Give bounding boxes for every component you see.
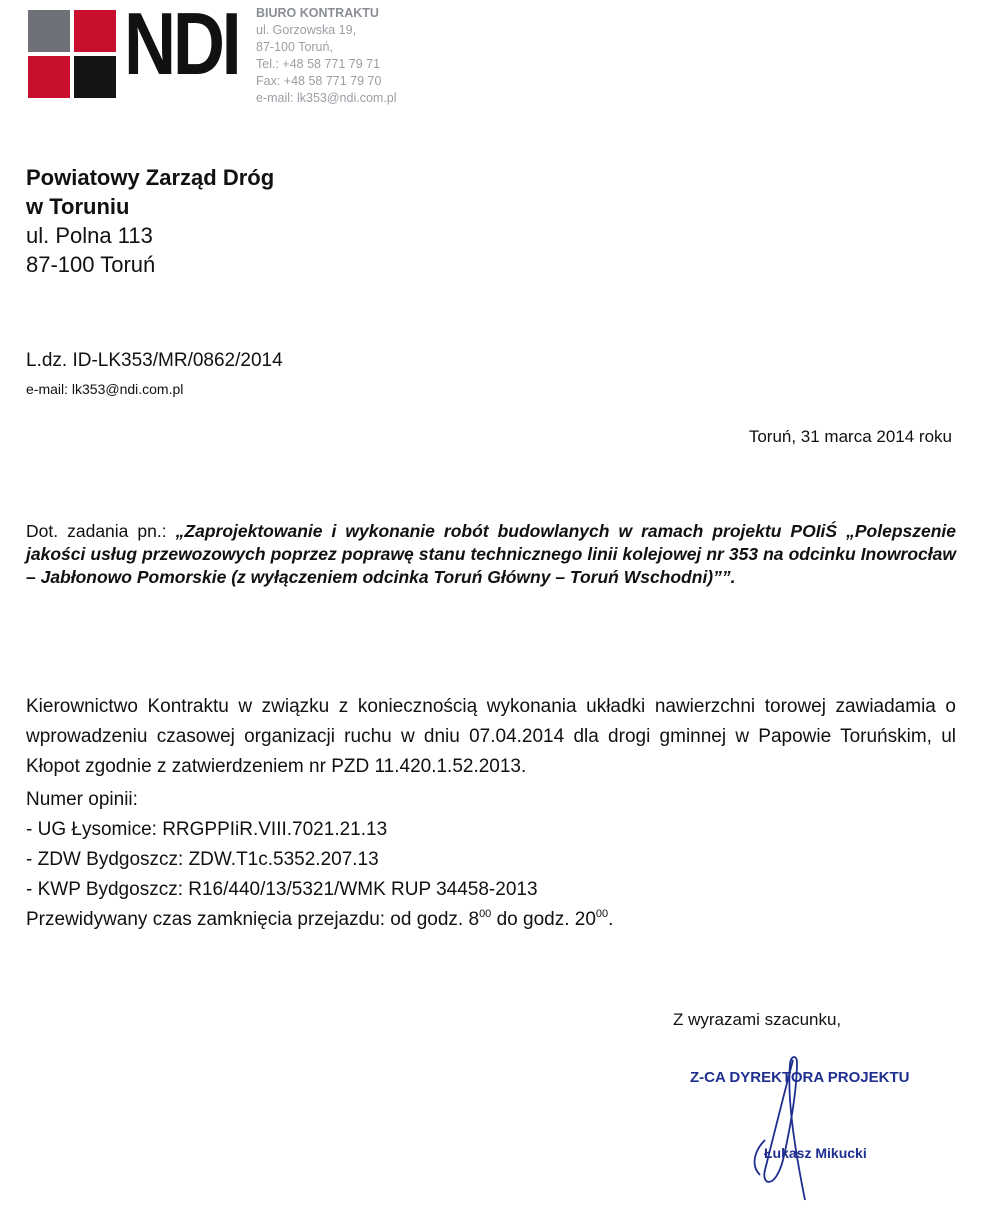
opinion-item: - KWP Bydgoszcz: R16/440/13/5321/WMK RUP 34458-2013 <box>26 879 538 900</box>
closure-prefix: Przewidywany czas zamknięcia przejazdu: od godz. 8 <box>26 909 480 930</box>
header-address <box>256 5 397 107</box>
header-title: BIURO KONTRAKTU <box>256 6 379 20</box>
header-street: ul. Gorzowska 19, <box>256 23 357 37</box>
closure-end: . <box>608 909 614 930</box>
recipient-line3: ul. Polna 113 <box>26 223 153 248</box>
closure-time <box>26 905 613 935</box>
subject <box>26 520 956 589</box>
signature-name: Łukasz Mikucki <box>764 1145 867 1161</box>
logo-square-red-bottom <box>28 56 70 98</box>
body-paragraph: Kierownictwo Kontraktu w związku z koniecznością wykonania układki nawierzchni torowej zawiadamia o wprowadzeniu czasowej organizacji ruchu w dniu 07.04.2014 dla drogi gminnej w Papowie Toruńskim, ul Kłopot zgodnie z zatwierdzeniem nr PZD 11.420.1.52.2013. <box>26 696 956 777</box>
closure-to-sup: 00 <box>595 908 609 920</box>
closure-mid: do godz. 20 <box>491 909 596 930</box>
signature-title: Z-CA DYREKTORA PROJEKTU <box>690 1069 910 1086</box>
recipient-block <box>26 163 274 279</box>
logo-square-gray <box>28 10 70 52</box>
subject-prefix: Dot. zadania pn.: <box>26 521 176 541</box>
opinions-label: Numer opinii: <box>26 789 138 810</box>
reference-email: e-mail: lk353@ndi.com.pl <box>26 381 184 397</box>
closing: Z wyrazami szacunku, <box>673 1010 842 1029</box>
recipient-line4: 87-100 Toruń <box>26 252 156 277</box>
opinion-item: - ZDW Bydgoszcz: ZDW.T1c.5352.207.13 <box>26 849 379 870</box>
header-fax: Fax: +48 58 771 79 70 <box>256 74 382 88</box>
logo-square-black <box>74 56 116 98</box>
logo-squares <box>28 10 116 100</box>
header-city: 87-100 Toruń, <box>256 40 333 54</box>
logo-text: NDI <box>124 0 239 93</box>
header-email: e-mail: lk353@ndi.com.pl <box>256 91 397 105</box>
recipient-line1: Powiatowy Zarząd Dróg <box>26 165 275 190</box>
subject-text: „Zaprojektowanie i wykonanie robót budowlanych w ramach projektu POIiŚ „Polepszenie jakości usług przewozowych poprzez poprawę stanu technicznego linii kolejowej nr 353 na odcinku Inowrocław – Jabłonowo Pomorskie (z wyłączeniem odcinka Toruń Główny – Toruń Wschodni)””. <box>26 521 957 587</box>
header-tel: Tel.: +48 58 771 79 71 <box>256 57 381 71</box>
recipient-line2: w Toruniu <box>26 194 130 219</box>
opinions-block <box>26 785 613 935</box>
logo-square-red-top <box>74 10 116 52</box>
closure-from-sup: 00 <box>479 908 492 920</box>
reference-number: L.dz. ID-LK353/MR/0862/2014 <box>26 350 283 371</box>
letter-date: Toruń, 31 marca 2014 roku <box>748 427 952 446</box>
opinion-item: - UG Łysomice: RRGPPIiR.VIII.7021.21.13 <box>26 819 388 840</box>
